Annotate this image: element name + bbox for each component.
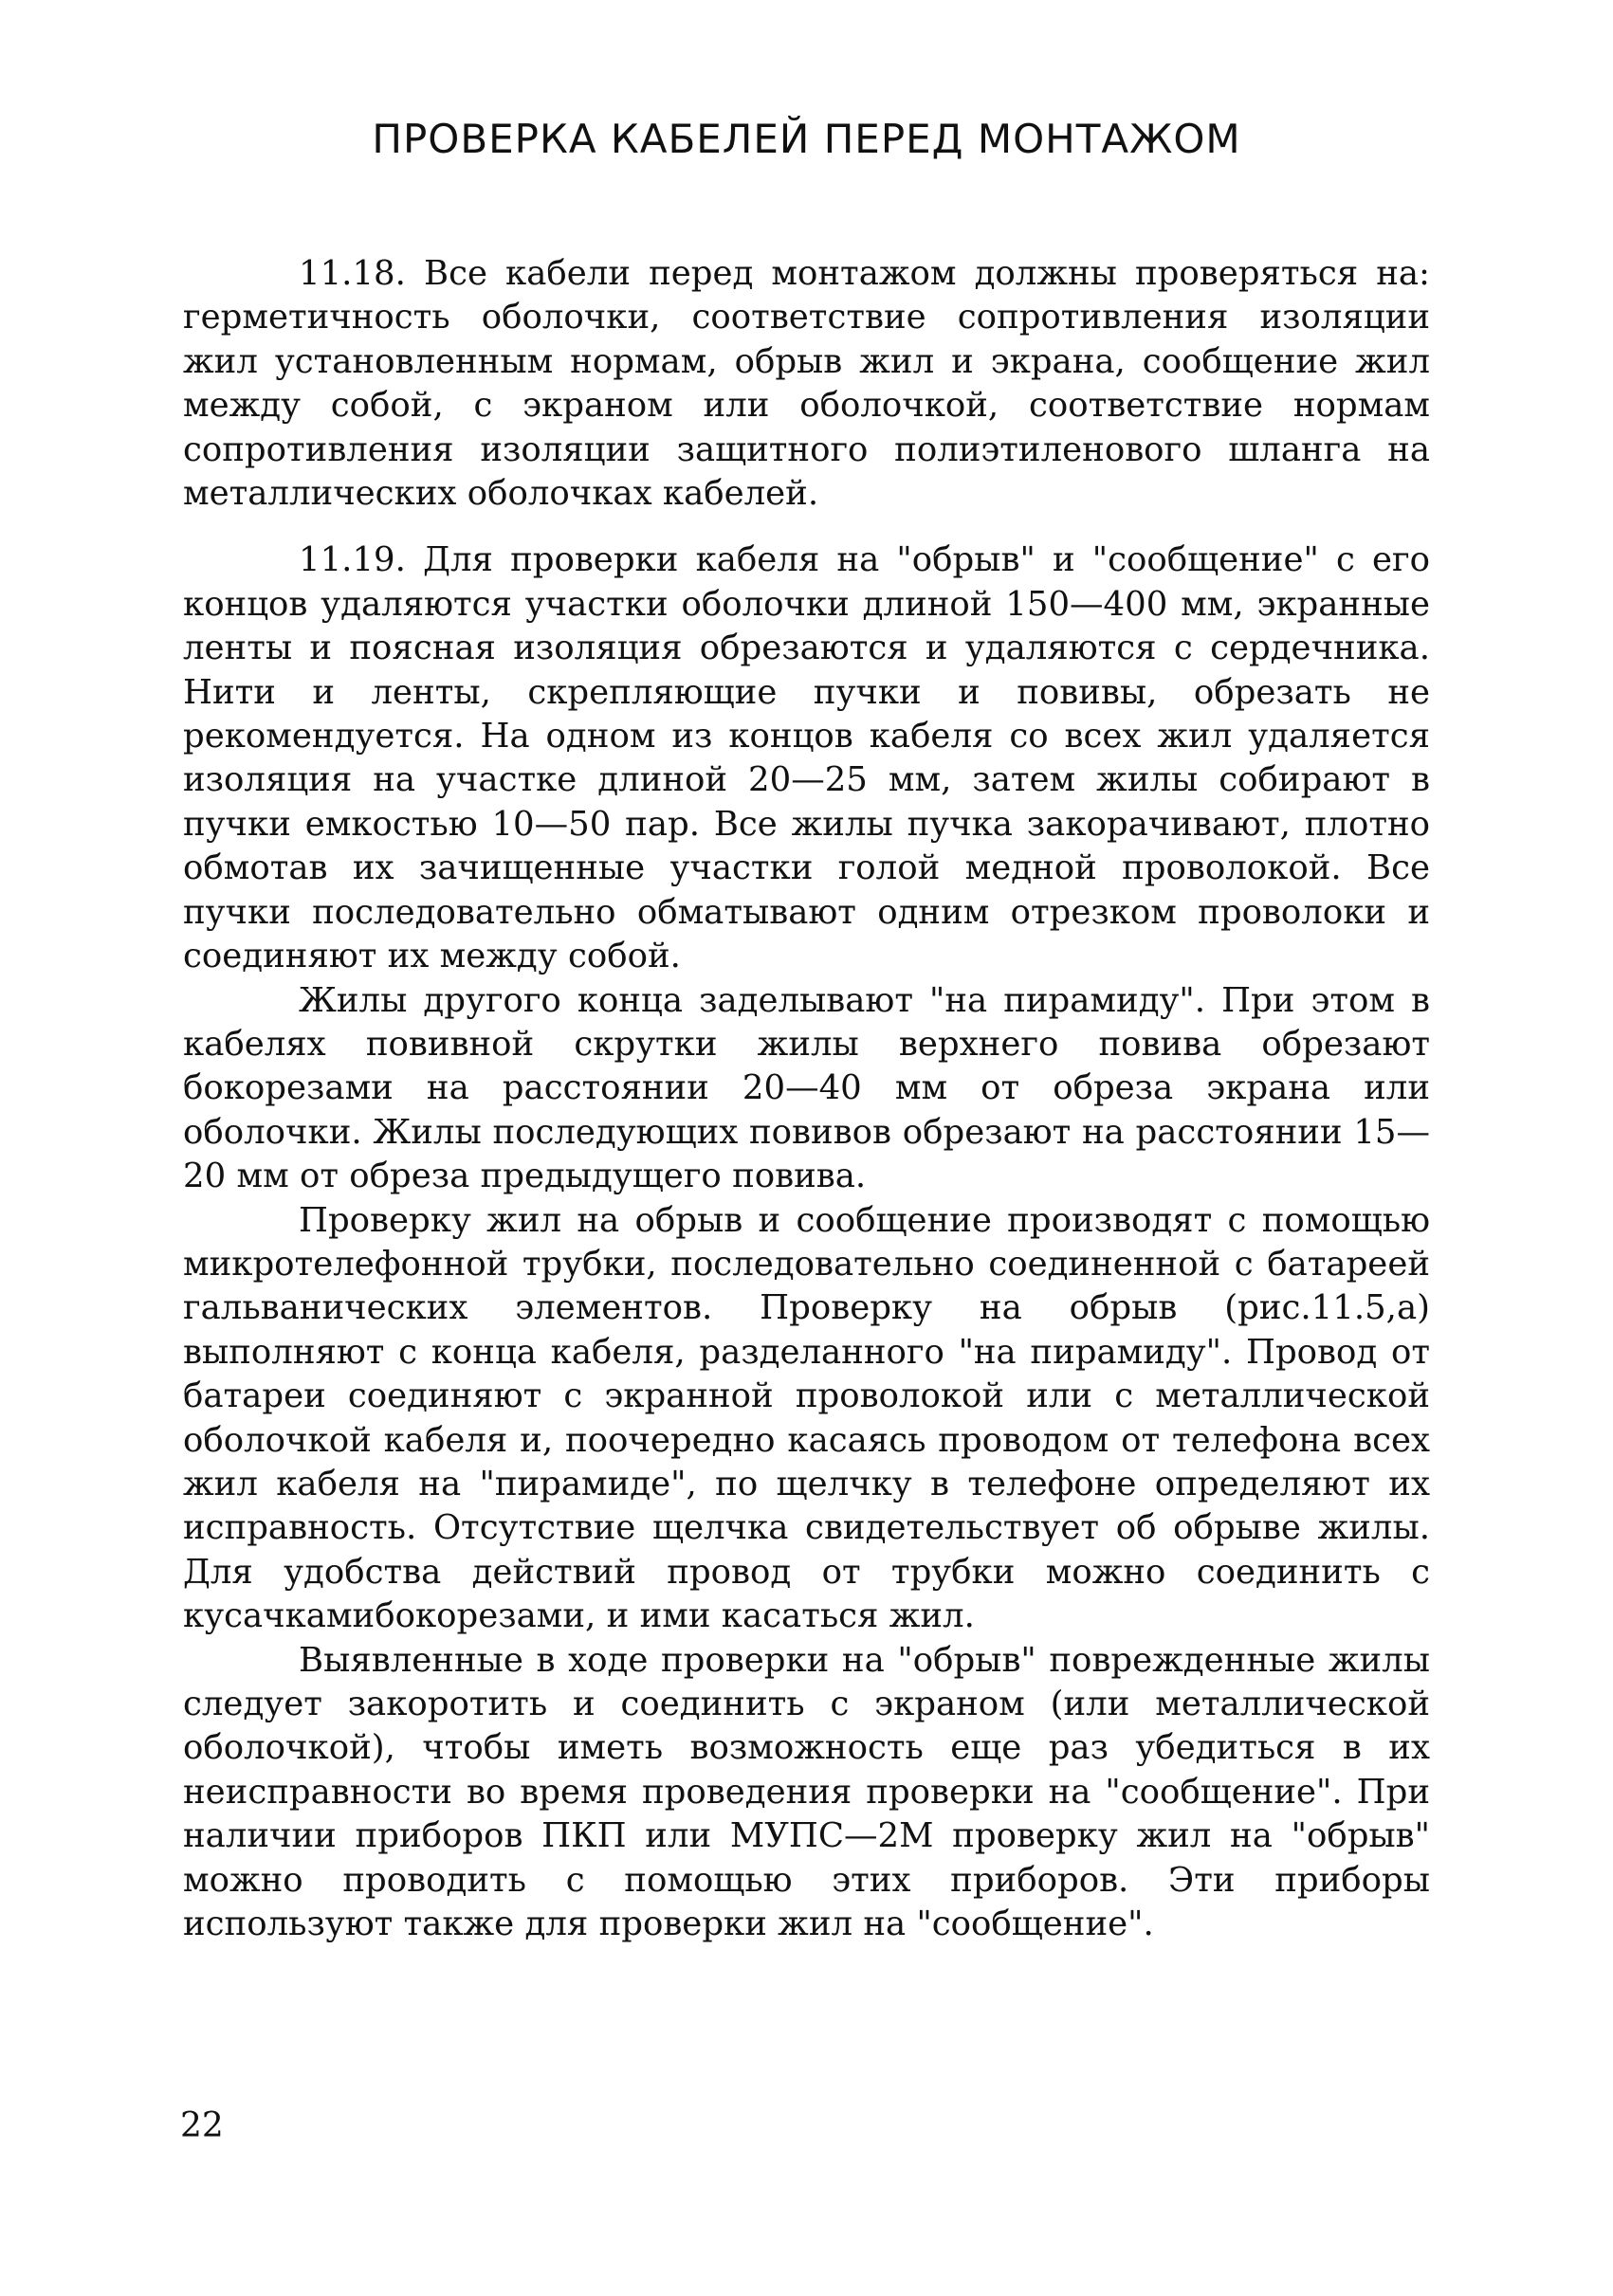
page-heading: ПРОВЕРКА КАБЕЛЕЙ ПЕРЕД МОНТАЖОМ <box>372 116 1241 162</box>
page-number: 22 <box>180 2106 224 2145</box>
paragraph-pyramid: Жилы другого конца заделывают "на пирамиду". При этом в кабелях повивной скрутки жилы верхнего повива обрезают бокорезами на расстоянии 20—40 мм от обреза экрана или оболочки. Жилы последующих повивов обрезают на расстоянии 15—20 мм от обреза предыдущего повива. <box>183 980 1430 1196</box>
paragraph-damaged-cores: Выявленные в ходе проверки на "обрыв" поврежденные жилы следует закоротить и соединить с экраном (или металлической оболочкой), чтобы иметь возможность еще раз убедиться в их неисправности во время проведения проверки на "сообщение". При наличии приборов ПКП или МУПС—2М проверку жил на "обрыв" можно проводить с помощью этих приборов. Эти приборы используют также для проверки жил на "сообщение". <box>183 1640 1430 1944</box>
paragraph-11-18: 11.18. Все кабели перед монтажом должны проверяться на: герметичность оболочки, соответствие сопротивления изоляции жил установленным нормам, обрыв жил и экрана, сообщение жил между собой, с экраном или оболочкой, соответствие нормам сопротивления изоляции защитного полиэтиленового шланга на металлических оболочках кабелей. <box>183 254 1430 514</box>
body-text <box>183 252 1430 1946</box>
paragraph-open-check: Проверку жил на обрыв и сообщение производят с помощью микротелефонной трубки, последовательно соединенной с батареей гальванических элементов. Проверку на обрыв (рис.11.5,а) выполняют с конца кабеля, разделанного "на пирамиду". Провод от батареи соединяют с экранной проволокой или с металлической оболочкой кабеля и, поочередно касаясь проводом от телефона всех жил кабеля на "пирамиде", по щелчку в телефоне определяют их исправность. Отсутствие щелчка свидетельствует об обрыве жилы. Для удобства действий провод от трубки можно соединить с кусачкамибокорезами, и ими касаться жил. <box>183 1200 1430 1636</box>
paragraph-11-19: 11.19. Для проверки кабеля на "обрыв" и "сообщение" с его концов удаляются участки оболочки длиной 150—400 мм, экранные ленты и поясная изоляция обрезаются и удаляются с сердечника. Нити и ленты, скрепляющие пучки и повивы, обрезать не рекомендуется. На одном из концов кабеля со всех жил удаляется изоляция на участке длиной 20—25 мм, затем жилы собирают в пучки емкостью 10—50 пар. Все жилы пучка закорачивают, плотно обмотав их зачищенные участки голой медной проволокой. Все пучки последовательно обматывают одним отрезком проволоки и соединяют их между собой. <box>183 540 1430 976</box>
